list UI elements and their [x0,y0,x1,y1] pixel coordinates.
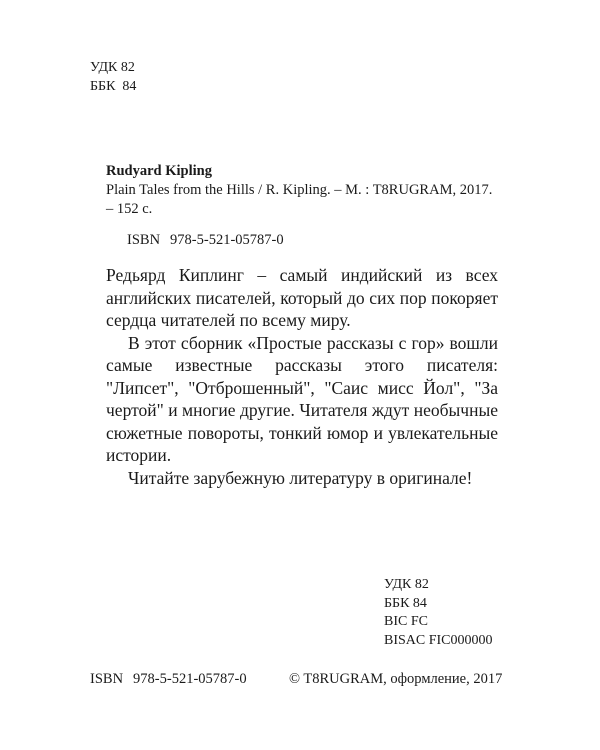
bbk-code: ББК 84 [384,595,427,611]
udk-code: УДК 82 [384,577,429,592]
bbk-code: ББК 84 [90,79,137,94]
classification-codes [384,576,493,650]
annotation [106,264,498,489]
annotation-paragraph: В этот сборник «Простые рассказы с гор» вошли самые известные рассказы этого писателя: "Липсет", "Отброшенный", "Саис мисс Йол", "За чертой" и многие другие. Читателя ждут необычные сюжетные повороты, тонкий юмор и увлекательные истории. [106,332,498,465]
annotation-paragraph: Редьярд Киплинг – самый индийский из всех английских писателей, который до сих пор покоряет сердца читателей по всему миру. [106,265,498,330]
bic-code: BIC FC [384,614,428,629]
bibliographic-record [106,162,506,219]
author-name: Rudyard Kipling [106,163,212,179]
copyright-notice: © T8RUGRAM, оформление, 2017 [289,671,503,687]
bisac-code: BISAC FIC000000 [384,632,493,648]
footer-isbn [90,671,247,688]
isbn-label: ISBN [127,232,161,248]
udk-code: УДК 82 [90,60,135,75]
isbn-label: ISBN [90,671,124,687]
page-count: – 152 c. [106,201,153,217]
annotation-paragraph: Читайте зарубежную литературу в оригинале! [128,467,473,488]
isbn-value: 978-5-521-05787-0 [170,232,284,248]
isbn-line [127,232,284,249]
isbn-value: 978-5-521-05787-0 [133,671,247,687]
top-classification-codes [90,58,136,96]
bibliographic-description: Plain Tales from the Hills / R. Kipling. – M. : T8RUGRAM, 2017. [106,182,493,198]
